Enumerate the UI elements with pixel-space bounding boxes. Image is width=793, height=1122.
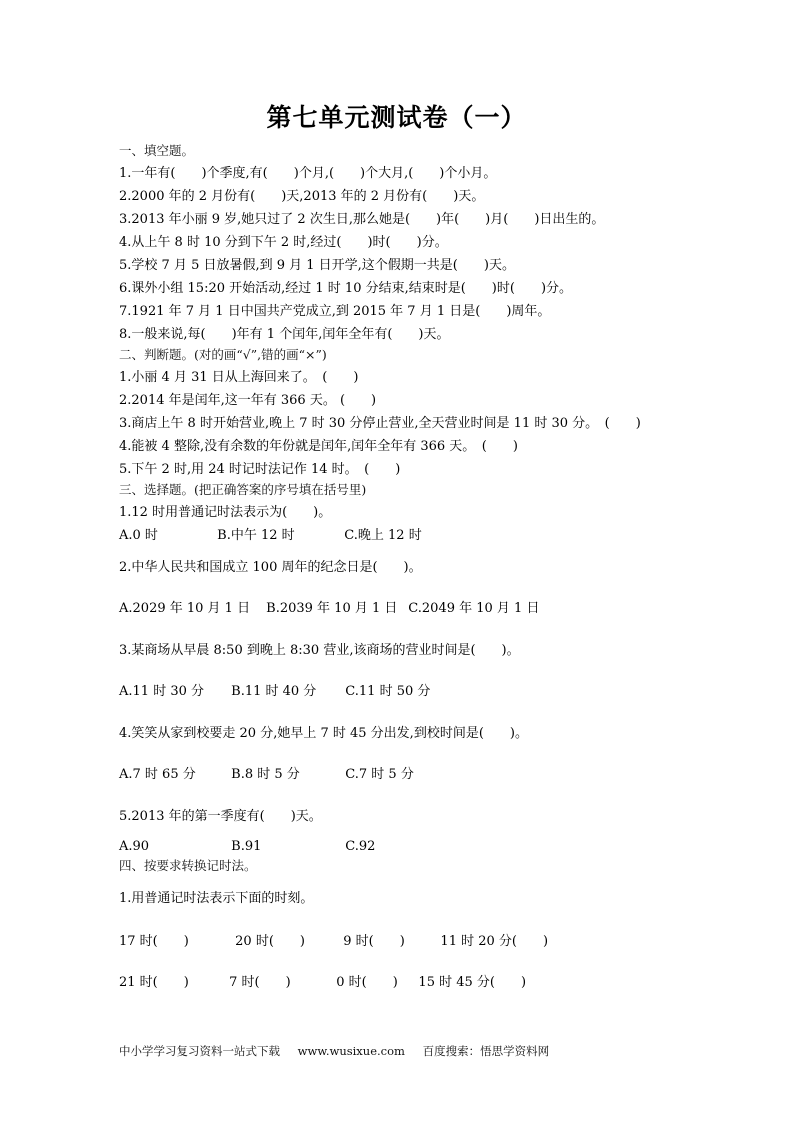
fill-question-1: 1.一年有( )个季度,有( )个月,( )个大月,( )个小月。 [119,166,497,181]
footer-text: 中小学学习复习资料一站式下载 [119,1044,280,1058]
page-footer [119,1043,549,1059]
choice-question-2: 2.中华人民共和国成立 100 周年的纪念日是( )。 [119,560,422,575]
section-heading-fill-blank: 一、填空题。 [119,143,195,158]
footer-url[interactable]: www.wusixue.com [297,1044,405,1058]
option-b: B.91 [231,839,262,854]
convert-item: 7 时( ) [229,975,291,990]
section-heading-convert: 四、按要求转换记时法。 [119,858,257,873]
section-heading-choice: 三、选择题。(把正确答案的序号填在括号里) [119,482,367,497]
fill-question-3: 3.2013 年小丽 9 岁,她只过了 2 次生日,那么她是( )年( )月( )日出生的。 [119,212,605,227]
choice-options-4 [119,767,414,783]
judgment-question-2: 2.2014 年是闰年,这一年有 366 天。 ( ) [119,393,377,408]
fill-question-4: 4.从上午 8 时 10 分到下午 2 时,经过( )时( )分。 [119,235,448,250]
choice-options-1 [119,528,422,544]
option-c: C.晚上 12 时 [344,528,422,543]
convert-question-1: 1.用普通记时法表示下面的时刻。 [119,891,314,906]
choice-options-5 [119,839,375,855]
choice-question-1: 1.12 时用普通记时法表示为( )。 [119,505,332,520]
option-c: C.2049 年 10 月 1 日 [408,601,540,616]
convert-item: 11 时 20 分( ) [440,934,549,949]
option-b: B.中午 12 时 [217,528,295,543]
option-a: A.2029 年 10 月 1 日 [119,601,251,616]
convert-item: 21 时( ) [119,975,189,990]
option-a: A.0 时 [119,528,158,543]
option-a: A.90 [119,839,150,854]
choice-question-5: 5.2013 年的第一季度有( )天。 [119,809,322,824]
convert-item: 15 时 45 分( ) [418,975,527,990]
judgment-question-3: 3.商店上午 8 时开始营业,晚上 7 时 30 分停止营业,全天营业时间是 11 时 30 分。 ( ) [119,416,641,431]
judgment-question-5: 5.下午 2 时,用 24 时记时法记作 14 时。 ( ) [119,462,401,477]
option-c: C.11 时 50 分 [345,684,431,699]
fill-question-2: 2.2000 年的 2 月份有( )天,2013 年的 2 月份有( )天。 [119,189,485,204]
option-c: C.92 [345,839,376,854]
footer-search-text: 百度搜索：悟思学资料网 [422,1044,550,1058]
convert-item: 9 时( ) [343,934,405,949]
option-a: A.11 时 30 分 [119,684,205,699]
fill-question-5: 5.学校 7 月 5 日放暑假,到 9 月 1 日开学,这个假期一共是( )天。 [119,258,515,273]
choice-options-3 [119,684,430,700]
convert-row-1 [119,934,548,950]
fill-question-7: 7.1921 年 7 月 1 日中国共产党成立,到 2015 年 7 月 1 日是( )周年。 [119,304,551,319]
option-b: B.8 时 5 分 [231,767,300,782]
fill-question-8: 8.一般来说,每( )年有 1 个闰年,闰年全年有( )天。 [119,327,450,342]
option-c: C.7 时 5 分 [345,767,414,782]
convert-item: 0 时( ) [336,975,398,990]
convert-item: 20 时( ) [235,934,305,949]
choice-question-3: 3.某商场从早晨 8:50 到晚上 8:30 营业,该商场的营业时间是( )。 [119,643,520,658]
choice-options-2 [119,601,539,617]
fill-question-6: 6.课外小组 15:20 开始活动,经过 1 时 10 分结束,结束时是( )时( )分。 [119,281,573,296]
judgment-question-4: 4.能被 4 整除,没有余数的年份就是闰年,闰年全年有 366 天。 ( ) [119,439,518,454]
convert-row-2 [119,975,526,991]
choice-question-4: 4.笑笑从家到校要走 20 分,她早上 7 时 45 分出发,到校时间是( )。 [119,726,528,741]
option-a: A.7 时 65 分 [119,767,196,782]
section-heading-judgment: 二、判断题。(对的画“√”,错的画“×”) [119,347,327,362]
option-b: B.11 时 40 分 [231,684,317,699]
option-b: B.2039 年 10 月 1 日 [266,601,398,616]
page-title: 第七单元测试卷（一） [266,103,527,132]
convert-item: 17 时( ) [119,934,189,949]
judgment-question-1: 1.小丽 4 月 31 日从上海回来了。 ( ) [119,370,359,385]
